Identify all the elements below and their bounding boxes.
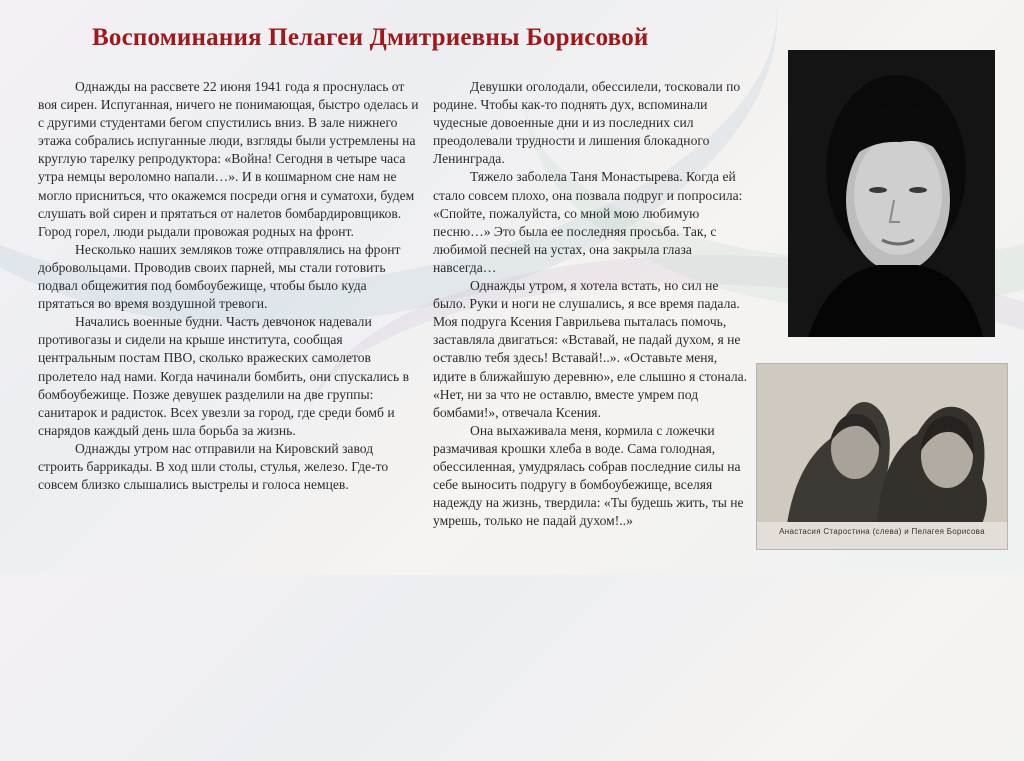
paragraph: Девушки оголодали, обессилели, тосковали по родине. Чтобы как-то поднять дух, вспоминали чудесные довоенные дни и из последних сил преодолевали трудности и лишения блокадного Ленинграда.	[433, 79, 741, 167]
paragraph: Однажды на рассвете 22 июня 1941 года я проснулась от воя сирен. Испуганная, ничего не понимающая, быстро оделась и с другими студентами бегом спустились вниз. В зале нижнего этажа собрались испуганные люди, взгляды были устремлены на круглую тарелку репродуктора: «Война! Сегодня в четыре часа утра немцы вероломно напали…». И в кошмарном сне нам не могло присниться, что окажемся посреди огня и суматохи, будем слушать вой сирен и прятаться от налетов бомбардировщиков. Город горел, люди рыдали провожая родных на фронт.	[38, 79, 419, 239]
paragraph: Несколько наших земляков тоже отправлялись на фронт добровольцами. Проводив своих парней, мы стали готовить подвал общежития под бомбоубежище, чтобы было куда прятаться во время воздушной тревоги.	[38, 241, 401, 312]
text-column-left	[38, 78, 420, 494]
paragraph: Однажды утром нас отправили на Кировский завод строить баррикады. В ход шли столы, стулья, железо. Где-то совсем близко слышались выстрелы и голоса немцев.	[38, 440, 389, 493]
paragraph: Она выхаживала меня, кормила с ложечки размачивая крошки хлеба в воде. Сама голодная, обессиленная, умудрялась собрав последние силы на себе выносить подругу в бомбоубежище, вселяя надежду на жизнь, твердила: «Ты будешь жить, ты не умрешь, только не падай духом!..»	[433, 422, 744, 529]
slide-title: Воспоминания Пелагеи Дмитриевны Борисовой	[92, 24, 649, 51]
paragraph: Однажды утром, я хотела встать, но сил не было. Руки и ноги не слушались, я все время падала. Моя подруга Ксения Гаврильева пыталась помочь, заставляла двигаться: «Вставай, не падай духом, я не оставлю тебя здесь! Вставай!..». «Оставьте меня, идите в ближайшую деревню», еле слышно я стонала. «Нет, ни за что не оставлю, вместе умрем под бомбами!», отвечала Ксения.	[433, 278, 748, 420]
paragraph: Начались военные будни. Часть девчонок надевали противогазы и сидели на крыше института, сообщая центральным постам ПВО, сколько вражеских самолетов пролетело над нами. Когда начинали бомбить, они спускались в бомбоубежище. Позже девушек разделили на две группы: санитарок и радисток. Всех увезли за город, где среди бомб и снарядов каждый день шла борьба за жизнь.	[38, 314, 409, 438]
text-column-right	[433, 78, 751, 530]
paragraph: Тяжело заболела Таня Монастырева. Когда ей стало совсем плохо, она позвала подруг и попросила: «Спойте, пожалуйста, со мной мою любимую песню…» Это была ее последняя просьба. Так, с любимой песней на устах, она закрыла глаза навсегда…	[433, 169, 743, 275]
portrait-photo	[788, 50, 995, 337]
photo-caption: Анастасия Старостина (слева) и Пелагея Борисова	[779, 527, 985, 536]
group-photo	[756, 363, 1008, 550]
